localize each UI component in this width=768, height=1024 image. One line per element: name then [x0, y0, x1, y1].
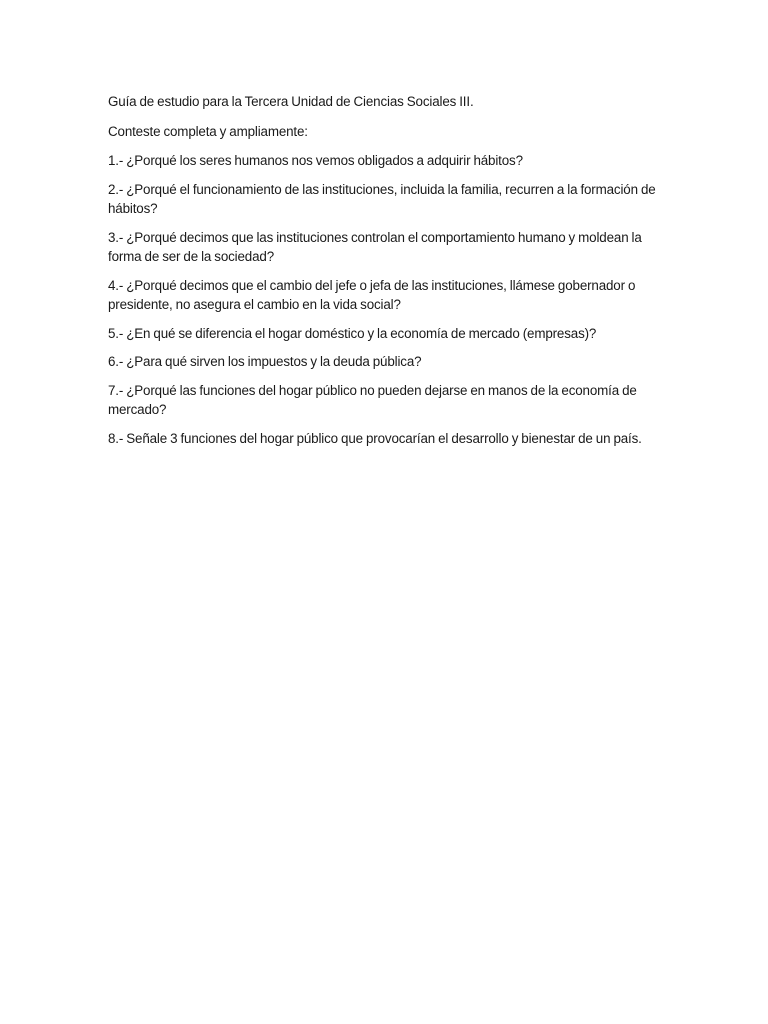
question-item: 5.- ¿En qué se diferencia el hogar doméstico y la economía de mercado (empresas)?	[108, 325, 597, 341]
question-item: 8.- Señale 3 funciones del hogar público que provocarían el desarrollo y bienestar de un país.	[108, 430, 642, 446]
question-item: 3.- ¿Porqué decimos que las instituciones controlan el comportamiento humano y moldean la forma de ser de la sociedad?	[108, 229, 642, 264]
question-item: 6.- ¿Para qué sirven los impuestos y la deuda pública?	[108, 354, 422, 369]
question-list	[108, 151, 658, 448]
document-title: Guía de estudio para la Tercera Unidad de Ciencias Sociales III.	[108, 94, 474, 109]
question-item: 4.- ¿Porqué decimos que el cambio del jefe o jefa de las instituciones, llámese gobernador o presidente, no asegura el cambio en la vida social?	[108, 277, 636, 312]
question-item: 7.- ¿Porqué las funciones del hogar público no pueden dejarse en manos de la economía de mercado?	[108, 382, 637, 417]
question-item: 2.- ¿Porqué el funcionamiento de las instituciones, incluida la familia, recurren a la formación de hábitos?	[108, 181, 656, 216]
instruction-text: Conteste completa y ampliamente:	[108, 123, 308, 139]
question-item: 1.- ¿Porqué los seres humanos nos vemos obligados a adquirir hábitos?	[108, 153, 523, 168]
